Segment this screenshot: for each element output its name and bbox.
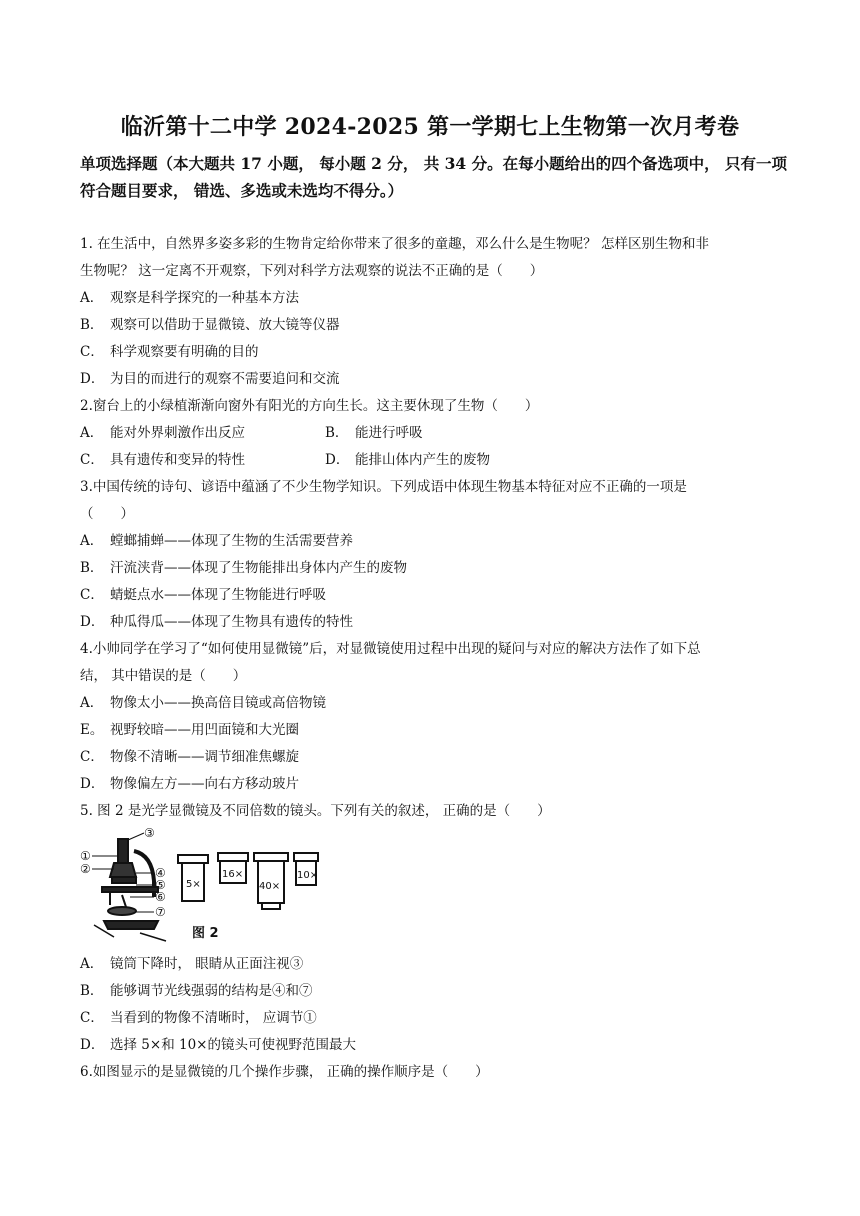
option-a [80,951,795,978]
option-text: 物像不清晰——调节细准焦螺旋 [110,749,299,765]
section-header: 单项选择题（本大题共 17 小题， 每小题 2 分， 共 34 分。在每小题给出的四个备选项中， 只有一项符合题目要求， 错选、多选或未选均不得分。） [80,154,787,200]
option-c [80,1005,795,1032]
option-letter: C． [80,344,104,360]
option-letter: E。 [80,722,104,738]
option-letter: C． [80,587,104,603]
option-letter: A． [80,290,104,306]
option-c [80,339,795,366]
option-c [80,744,795,771]
option-b [80,555,795,582]
option-text: 物像太小——换高倍目镜或高倍物镜 [110,695,326,711]
option-letter: D． [80,1037,105,1053]
option-text: 螳螂捕蝉——体现了生物的生活需要营养 [110,533,353,549]
option-text: 物像偏左方——向右方移动玻片 [110,776,299,792]
option-letter: A． [80,956,104,972]
option-a [80,528,795,555]
option-text: 蜻蜓点水——体现了生物能进行呼吸 [110,587,326,603]
microscope-figure [80,825,795,951]
option-c [80,582,795,609]
marker-3: ③ [144,826,155,840]
microscope-diagram [74,825,344,951]
question-stem: 3.中国传统的诗句、谚语中蕴涵了不少生物学知识。下列成语中体现生物基本特征对应不正确的一项是 [80,479,687,495]
option-b [325,420,570,447]
option-d [80,1032,795,1059]
option-text: 科学观察要有明确的目的 [110,344,259,360]
option-a [80,285,795,312]
option-letter: B． [80,317,104,333]
option-a [80,420,325,447]
option-text: 视野较暗——用凹面镜和大光圈 [110,722,299,738]
option-text: 具有遗传和变异的特性 [110,452,245,468]
option-letter: A． [80,533,104,549]
option-d [80,609,795,636]
option-letter: D． [325,452,350,468]
option-letter: B． [325,425,349,441]
option-d [80,771,795,798]
option-letter: C． [80,1010,104,1026]
lens-10x-label: 10× [297,870,319,881]
question-5 [80,798,795,1059]
marker-1: ① [80,849,91,863]
question-stem: 结， 其中错误的是（ ） [80,668,247,684]
marker-7: ⑦ [155,905,166,919]
option-letter: D． [80,371,105,387]
lens-40x-label: 40× [259,881,281,892]
option-text: 汗流浃背——体现了生物能排出身体内产生的废物 [110,560,407,576]
option-text: 种瓜得瓜——体现了生物具有遗传的特性 [110,614,353,630]
lens-5x-label: 5× [186,879,201,890]
option-text: 能够调节光线强弱的结构是④和⑦ [110,983,313,999]
question-stem: （ ） [80,506,134,522]
option-letter: C． [80,452,104,468]
exam-title: 临沂第十二中学 2024-2025 第一学期七上生物第一次月考卷 [120,114,740,140]
lens-5x-icon [178,855,208,901]
option-text: 当看到的物像不清晰时， 应调节① [110,1010,317,1026]
option-letter: D． [80,776,105,792]
option-text: 观察可以借助于显微镜、放大镜等仪器 [110,317,340,333]
question-6 [80,1059,795,1086]
option-row [80,447,795,474]
marker-5: ⑤ [155,878,166,892]
figure-caption: 图 2 [192,926,219,941]
option-d [325,447,570,474]
option-text: 能对外界刺激作出反应 [110,425,245,441]
option-a [80,690,795,717]
option-letter: D． [80,614,105,630]
option-text: 能排山体内产生的废物 [355,452,490,468]
option-text: 能进行呼吸 [355,425,423,441]
option-b [80,717,795,744]
marker-6: ⑥ [155,890,166,904]
option-d [80,366,795,393]
option-text: 选择 5×和 10×的镜头可使视野范围最大 [110,1037,356,1053]
question-2 [80,393,795,474]
option-letter: B． [80,983,104,999]
question-stem: 生物呢？ 这一定离不开观察，下列对科学方法观察的说法不正确的是（ ） [80,263,544,279]
question-stem: 5. 图 2 是光学显微镜及不同倍数的镜头。下列有关的叙述， 正确的是（ ） [80,803,551,819]
option-b [80,978,795,1005]
question-stem: 2.窗台上的小绿植渐渐向窗外有阳光的方向生长。这主要休现了生物（ ） [80,398,539,414]
question-stem: 4.小帅同学在学习了“如何使用显微镜”后，对显微镜使用过程中出现的疑问与对应的解决方法作了如下总 [80,641,701,657]
question-4 [80,636,795,798]
question-3 [80,474,795,636]
option-text: 观察是科学探究的一种基本方法 [110,290,299,306]
marker-2: ② [80,862,91,876]
option-letter: B． [80,560,104,576]
option-letter: C． [80,749,104,765]
question-stem: 1. 在生活中，自然界多姿多彩的生物肯定给你带来了很多的童趣，邓么什么是生物呢？ 怎样区别生物和非 [80,236,709,252]
question-1 [80,231,795,393]
option-b [80,312,795,339]
option-row [80,420,795,447]
option-c [80,447,325,474]
option-letter: A． [80,425,104,441]
option-letter: A． [80,695,104,711]
question-stem: 6.如图显示的是显微镜的几个操作步骤， 正确的操作顺序是（ ） [80,1064,489,1080]
marker-4: ④ [155,866,166,880]
option-text: 为目的而进行的观察不需要追问和交流 [110,371,340,387]
lens-16x-label: 16× [222,869,244,880]
questions-area [80,231,795,1086]
option-text: 镜筒下降时， 眼睛从正面注视③ [110,956,304,972]
